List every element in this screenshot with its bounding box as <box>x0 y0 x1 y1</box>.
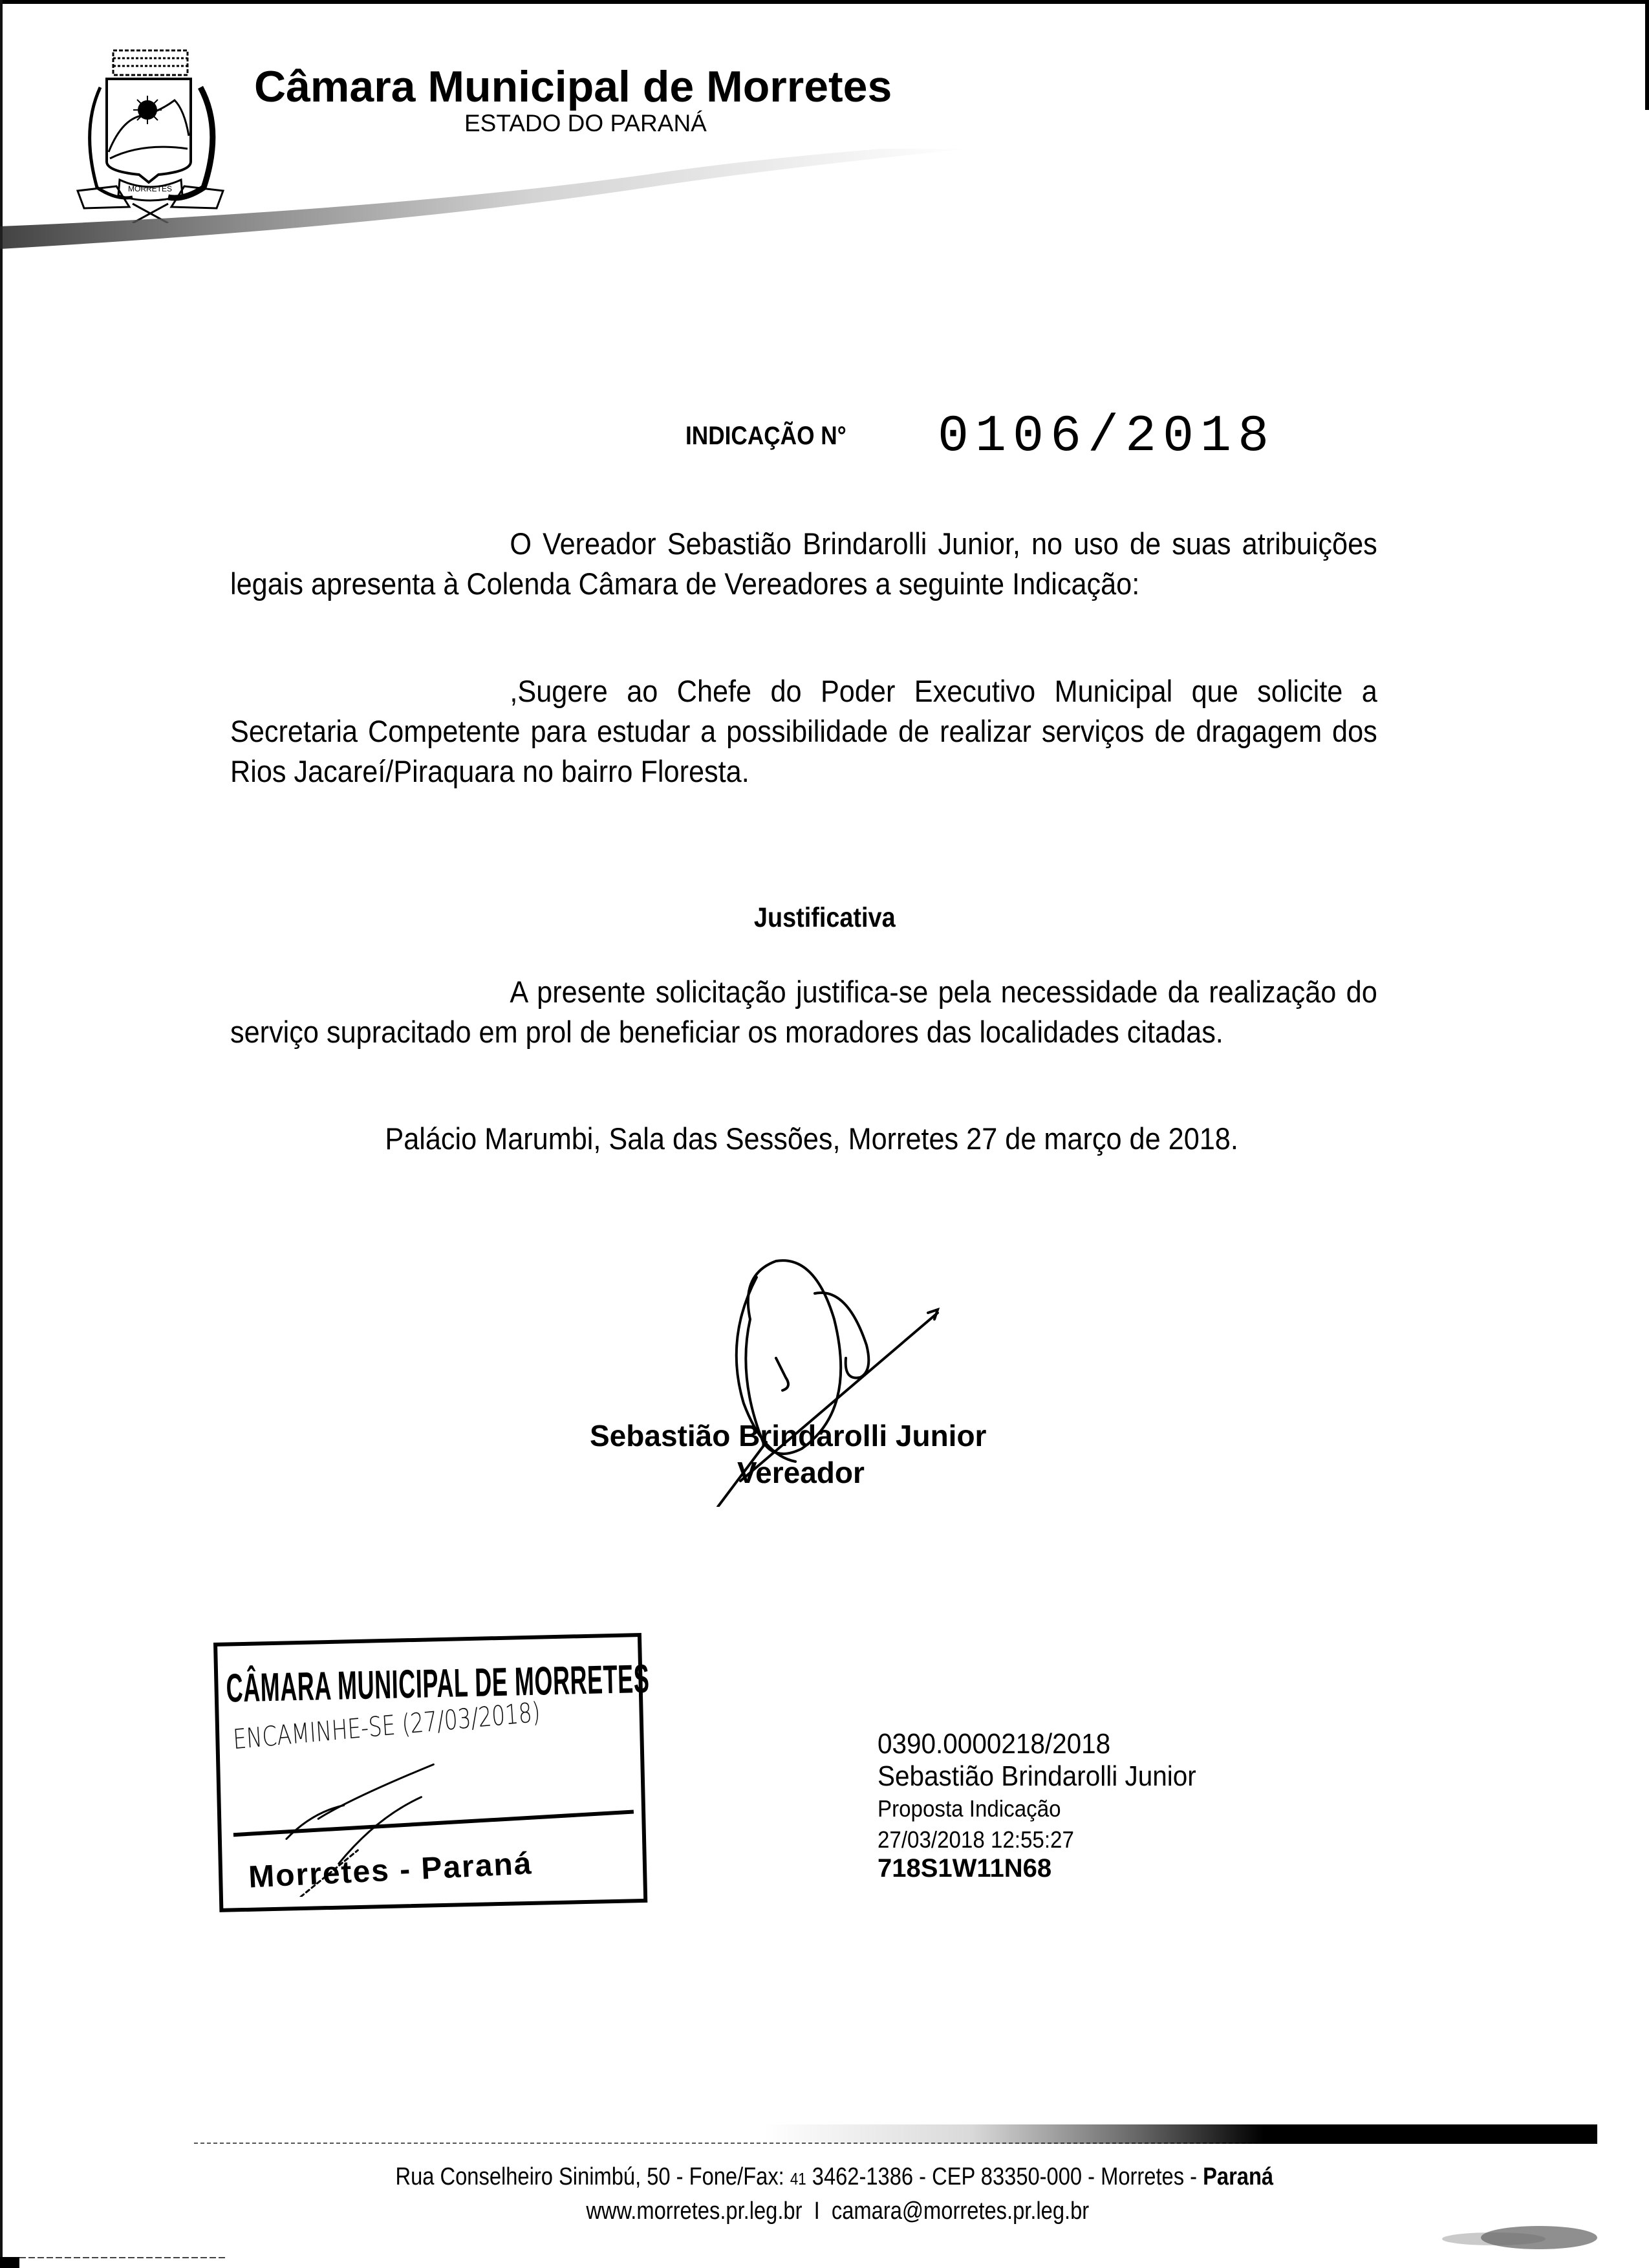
protocol-code: 718S1W11N68 <box>878 1854 1052 1883</box>
footer-address-street: Rua Conselheiro Sinimbú, 50 - Fone/Fax: <box>395 2163 790 2190</box>
footer-area-code: 41 <box>790 2169 806 2188</box>
closing-line-text: Palácio Marumbi, Sala das Sessões, Morretes 27 de março de 2018. <box>385 1121 1238 1156</box>
bottom-scan-line <box>19 2257 226 2258</box>
footer-website-link[interactable]: www.morretes.pr.leg.br <box>586 2198 803 2225</box>
protocol-type: Proposta Indicação <box>878 1795 1061 1822</box>
scan-corner <box>0 2257 19 2268</box>
protocol-datetime: 27/03/2018 12:55:27 <box>878 1826 1074 1853</box>
justificativa-heading-text: Justificativa <box>753 902 896 933</box>
paragraph-request <box>230 671 1377 792</box>
protocol-number: 0390.0000218/2018 <box>878 1728 1111 1760</box>
paragraph-intro-text: O Vereador Sebastião Brindarolli Junior, no uso de suas atribuições legais apresenta à Colenda Câmara de Vereadores a seguinte Indicação: <box>230 526 1377 601</box>
signer-name: Sebastião Brindarolli Junior <box>590 1419 987 1453</box>
protocol-author: Sebastião Brindarolli Junior <box>878 1760 1196 1792</box>
stamp-handwritten-note: ENCAMINHE-SE (27/03/2018) <box>232 1696 541 1756</box>
protocol-block <box>878 1730 1224 1881</box>
stamp-title: CÂMARA MUNICIPAL DE MORRETES <box>225 1656 651 1711</box>
footer-scan-noise <box>1326 2212 1597 2257</box>
stamp-place: Morretes - Paraná <box>248 1846 534 1895</box>
footer-separator: I <box>814 2198 820 2225</box>
paragraph-request-text: ,Sugere ao Chefe do Poder Executivo Municipal que solicite a Secretaria Competente para estudar a possibilidade de realizar serviços de dragagem dos Rios Jacareí/Piraquara no bairro Floresta. <box>230 674 1377 788</box>
footer-state: Paraná <box>1202 2163 1273 2190</box>
page-subtitle: ESTADO DO PARANÁ <box>464 110 707 136</box>
page-title: Câmara Municipal de Morretes <box>254 62 892 111</box>
crest-text: MORRETES <box>127 184 173 193</box>
footer-bar-decoration <box>763 2124 1597 2144</box>
paragraph-intro <box>230 524 1377 604</box>
footer-address <box>0 2163 1649 2191</box>
scan-border-top <box>0 0 1649 4</box>
reception-stamp <box>213 1633 651 1912</box>
indicacao-number: 0106/2018 <box>938 407 1276 466</box>
closing-line <box>0 1121 1649 1156</box>
indicacao-label: INDICAÇÃO N° <box>685 422 846 450</box>
signer-role: Vereador <box>737 1456 865 1489</box>
header-swoosh-decoration <box>0 149 1649 265</box>
paragraph-justification-text: A presente solicitação justifica-se pela necessidade da realização do serviço supracitado em prol de beneficiar os moradores das localidades citadas. <box>230 975 1377 1049</box>
footer-address-phone: 3462-1386 - CEP 83350-000 - Morretes - <box>806 2163 1203 2190</box>
footer-email-link[interactable]: camara@morretes.pr.leg.br <box>831 2198 1089 2225</box>
paragraph-justification <box>230 972 1377 1052</box>
scan-border-right <box>1645 0 1649 110</box>
justificativa-heading <box>0 902 1649 934</box>
